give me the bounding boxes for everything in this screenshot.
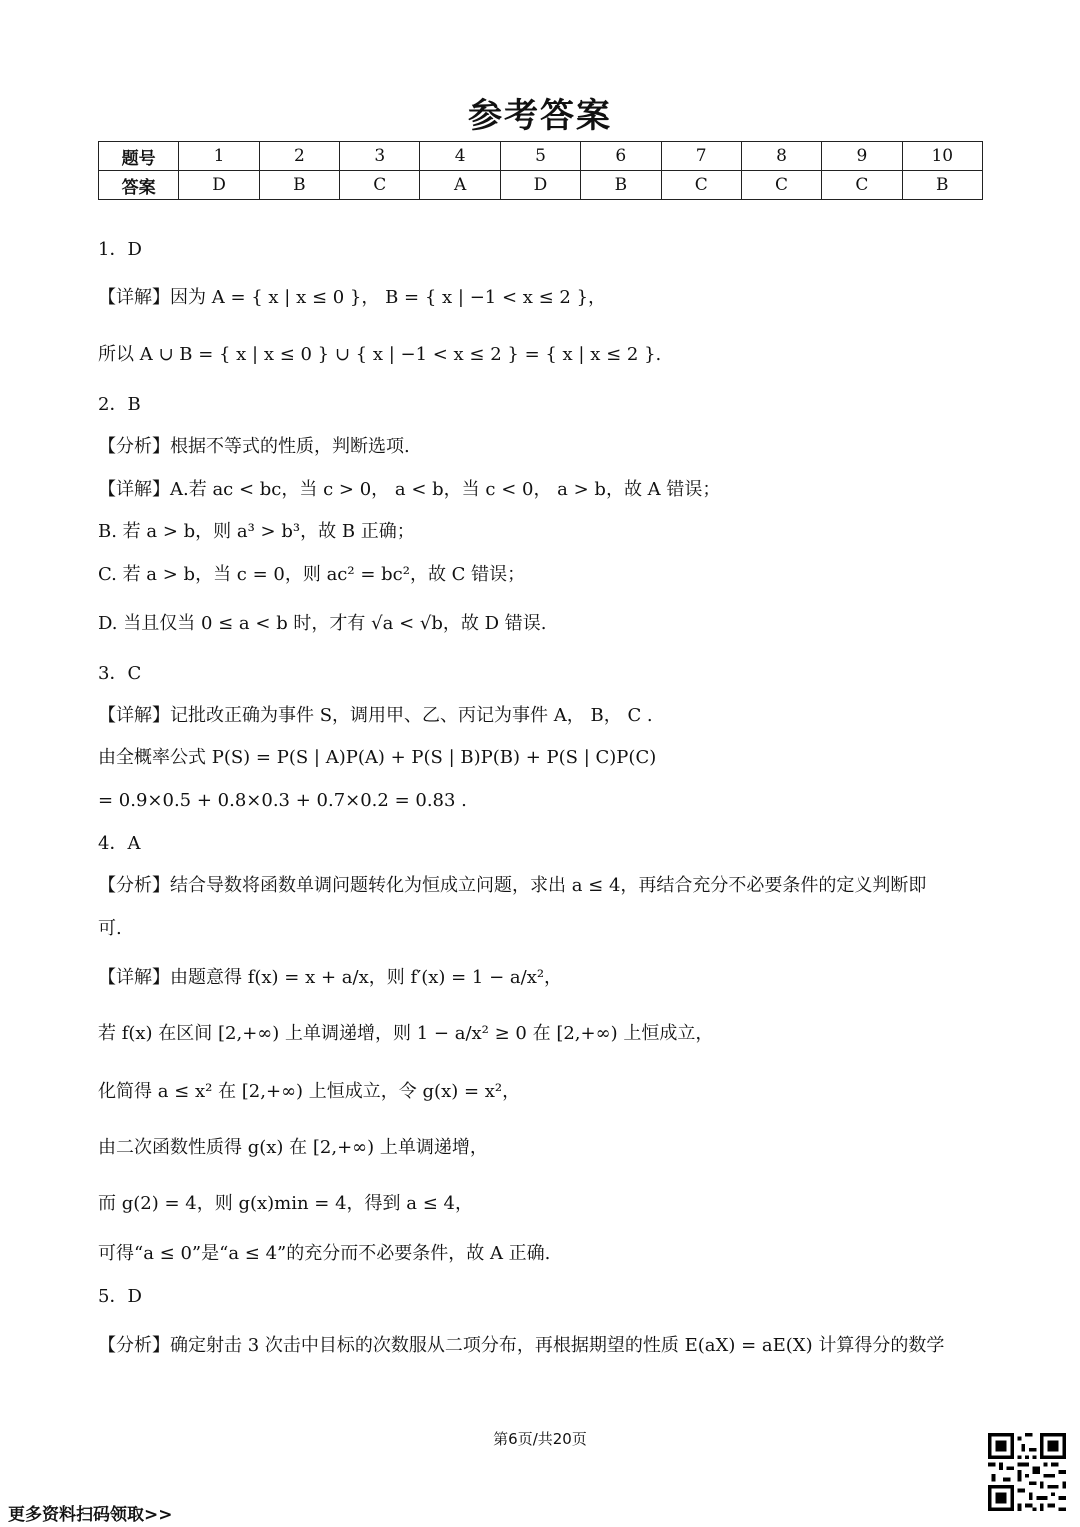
explanation-line: B. 若 a > b，则 a³ > b³，故 B 正确； [98, 521, 415, 542]
explanation-line: 由二次函数性质得 g(x) 在 [2,+∞) 上单调递增， [98, 1137, 488, 1158]
explanation-line: 可. [98, 918, 122, 939]
explanation-line: 由全概率公式 P(S) = P(S | A)P(A) + P(S | B)P(B) + P(S | C)P(C) [98, 747, 657, 768]
table-cell: C [822, 171, 902, 200]
explanation-line: 而 g(2) = 4，则 g(x)min = 4，得到 a ≤ 4， [98, 1193, 473, 1214]
qr-code-icon [988, 1433, 1066, 1511]
answer-table [98, 141, 983, 200]
page-title: 参考答案 [468, 96, 612, 136]
table-cell: 4 [420, 142, 500, 171]
explanation-line: 【详解】A.若 ac < bc，当 c > 0， a < b，当 c < 0， a > b，故 A 错误； [98, 479, 721, 500]
table-cell: D [500, 171, 580, 200]
more-resources-text: 更多资料扫码领取>> [8, 1505, 173, 1525]
table-cell: C [741, 171, 821, 200]
explanation-line: 所以 A ∪ B = { x | x ≤ 0 } ∪ { x | −1 < x ≤ 2 } = { x | x ≤ 2 }. [98, 344, 662, 365]
table-cell: 3 [340, 142, 420, 171]
table-cell: 9 [822, 142, 902, 171]
explanation-line: 【分析】结合导数将函数单调问题转化为恒成立问题，求出 a ≤ 4，再结合充分不必要条件的定义判断即 [98, 875, 927, 896]
table-cell: B [259, 171, 339, 200]
table-cell: 6 [581, 142, 661, 171]
explanation-line: 若 f(x) 在区间 [2,+∞) 上单调递增，则 1 − a/x² ≥ 0 在 [2,+∞) 上恒成立， [98, 1023, 714, 1044]
table-header-cell: 题号 [99, 142, 179, 171]
explanation-line: 化简得 a ≤ x² 在 [2,+∞) 上恒成立，令 g(x) = x²， [98, 1081, 521, 1102]
table-cell: 5 [500, 142, 580, 171]
table-cell: A [420, 171, 500, 200]
table-header-cell: 答案 [99, 171, 179, 200]
explanation-line: C. 若 a > b，当 c = 0，则 ac² = bc²，故 C 错误； [98, 564, 526, 585]
table-cell: D [179, 171, 259, 200]
explanation-line: 【详解】因为 A = { x | x ≤ 0 }， B = { x | −1 < x ≤ 2 }， [98, 287, 607, 308]
table-cell: C [340, 171, 420, 200]
table-row-numbers [99, 142, 983, 171]
table-cell: B [581, 171, 661, 200]
table-cell: 10 [902, 142, 982, 171]
explanation-line: 【详解】由题意得 f(x) = x + a/x，则 f′(x) = 1 − a/x²， [98, 967, 563, 988]
question-number: 4．A [98, 833, 141, 854]
question-number: 5．D [98, 1286, 142, 1307]
explanation-line: = 0.9×0.5 + 0.8×0.3 + 0.7×0.2 = 0.83 . [98, 790, 467, 811]
explanation-line: 【详解】记批改正确为事件 S，调用甲、乙、丙记为事件 A， B， C . [98, 705, 653, 726]
table-cell: B [902, 171, 982, 200]
explanation-line: D. 当且仅当 0 ≤ a < b 时，才有 √a < √b，故 D 错误. [98, 613, 547, 634]
table-cell: 1 [179, 142, 259, 171]
page-number: 第6页/共20页 [493, 1430, 587, 1448]
table-cell: 8 [741, 142, 821, 171]
question-number: 3．C [98, 663, 142, 684]
explanation-line: 【分析】根据不等式的性质，判断选项. [98, 436, 410, 457]
question-number: 1．D [98, 239, 142, 260]
question-number: 2．B [98, 394, 141, 415]
table-cell: C [661, 171, 741, 200]
explanation-line: 可得“a ≤ 0”是“a ≤ 4”的充分而不必要条件，故 A 正确. [98, 1243, 551, 1264]
explanation-line: 【分析】确定射击 3 次击中目标的次数服从二项分布，再根据期望的性质 E(aX) = aE(X) 计算得分的数学 [98, 1335, 945, 1356]
table-row-answers [99, 171, 983, 200]
table-cell: 2 [259, 142, 339, 171]
table-cell: 7 [661, 142, 741, 171]
